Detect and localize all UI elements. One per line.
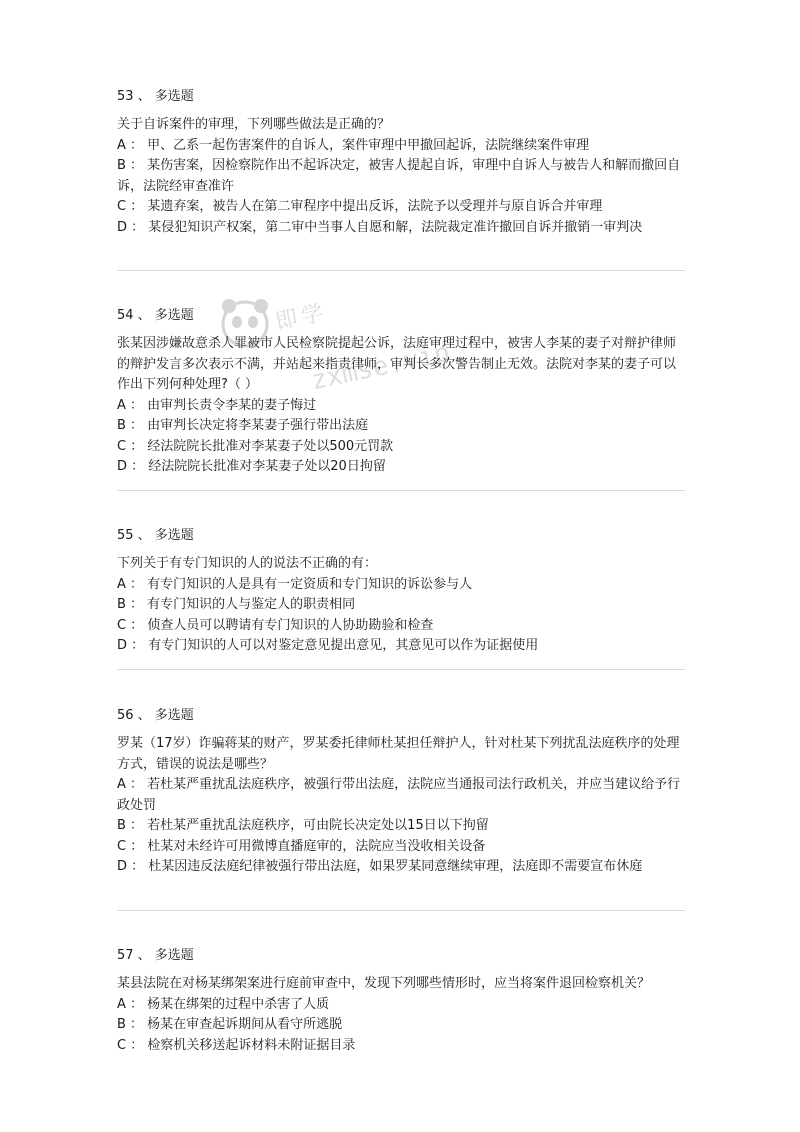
- question-57: [117, 946, 687, 1056]
- question-text: 张某因涉嫌故意杀人罪被市人民检察院提起公诉，法庭审理过程中，被害人李某的妻子对辩护律师的辩护发言多次表示不满，并站起来指责律师，审判长多次警告制止无效。法院对李某的妻子可以作出下列何种处理?（ ）: [117, 336, 677, 392]
- option-d: D ： 杜某因违反法庭纪律被强行带出法庭，如果罗某同意继续审理，法庭即不需要宣布休庭: [117, 859, 643, 874]
- option-d: D ： 有专门知识的人可以对鉴定意见提出意见，其意见可以作为证据使用: [117, 638, 539, 653]
- question-text: 某县法院在对杨某绑架案进行庭前审查中，发现下列哪些情形时，应当将案件退回检察机关？: [117, 976, 651, 991]
- question-text: 罗某（17岁）诈骗蒋某的财产，罗某委托律师杜某担任辩护人，针对杜某下列扰乱法庭秩序的处理方式，错误的说法是哪些？: [117, 736, 680, 772]
- option-b: B ： 某伤害案，因检察院作出不起诉决定，被害人提起自诉，审理中自诉人与被告人和解而撤回自诉，法院经审查准许: [117, 158, 681, 194]
- question-header: 53 、 多选题: [117, 89, 194, 104]
- option-a: A ： 若杜某严重扰乱法庭秩序，被强行带出法庭，法院应当通报司法行政机关，并应当建议给予行政处罚: [117, 777, 681, 813]
- option-b: B ： 由审判长决定将李某妻子强行带出法庭: [117, 418, 369, 433]
- divider: [117, 669, 685, 670]
- question-56: [117, 706, 687, 878]
- watermark-label: 即学: [273, 299, 330, 336]
- question-text: 关于自诉案件的审理，下列哪些做法是正确的？: [117, 117, 391, 132]
- option-b: B ： 若杜某严重扰乱法庭秩序，可由院长决定处以15日以下拘留: [117, 818, 489, 833]
- option-d: D ： 经法院院长批准对李某妻子处以20日拘留: [117, 459, 386, 474]
- question-53: [117, 87, 687, 238]
- question-header: 55 、 多选题: [117, 528, 194, 543]
- option-b: B ： 杨某在审查起诉期间从看守所逃脱: [117, 1017, 343, 1032]
- question-header: 56 、 多选题: [117, 708, 194, 723]
- option-b: B ： 有专门知识的人与鉴定人的职责相同: [117, 597, 356, 612]
- watermark-url: zxmse.vip: [308, 337, 453, 397]
- option-d: D ： 某侵犯知识产权案，第二审中当事人自愿和解，法院裁定准许撤回自诉并撤销一审判决: [117, 219, 643, 235]
- option-a: A ： 杨某在绑架的过程中杀害了人质: [117, 996, 330, 1012]
- question-55: [117, 526, 687, 657]
- divider: [117, 270, 685, 271]
- option-c: C ： 杜某对未经许可用微博直播庭审的，法院应当没收相关设备: [117, 838, 486, 854]
- option-a: A ： 甲、乙系一起伤害案件的自诉人，案件审理中甲撤回起诉，法院继续案件审理: [117, 137, 590, 153]
- question-54: [117, 306, 687, 478]
- question-header: 57 、 多选题: [117, 948, 194, 963]
- option-c: C ： 检察机关移送起诉材料未附证据目录: [117, 1037, 356, 1053]
- question-header: 54 、 多选题: [117, 308, 194, 323]
- option-c: C ： 经法院院长批准对李某妻子处以500元罚款: [117, 438, 394, 454]
- divider: [117, 490, 685, 491]
- option-a: A ： 由审判长责令李某的妻子悔过: [117, 397, 317, 413]
- divider: [117, 910, 685, 911]
- option-c: C ： 某遗弃案，被告人在第二审程序中提出反诉，法院予以受理并与原自诉合并审理: [117, 199, 603, 214]
- option-c: C ： 侦查人员可以聘请有专门知识的人协助勘验和检查: [117, 617, 434, 633]
- option-a: A ： 有专门知识的人是具有一定资质和专门知识的诉讼参与人: [117, 576, 473, 592]
- question-text: 下列关于有专门知识的人的说法不正确的有：: [117, 556, 378, 571]
